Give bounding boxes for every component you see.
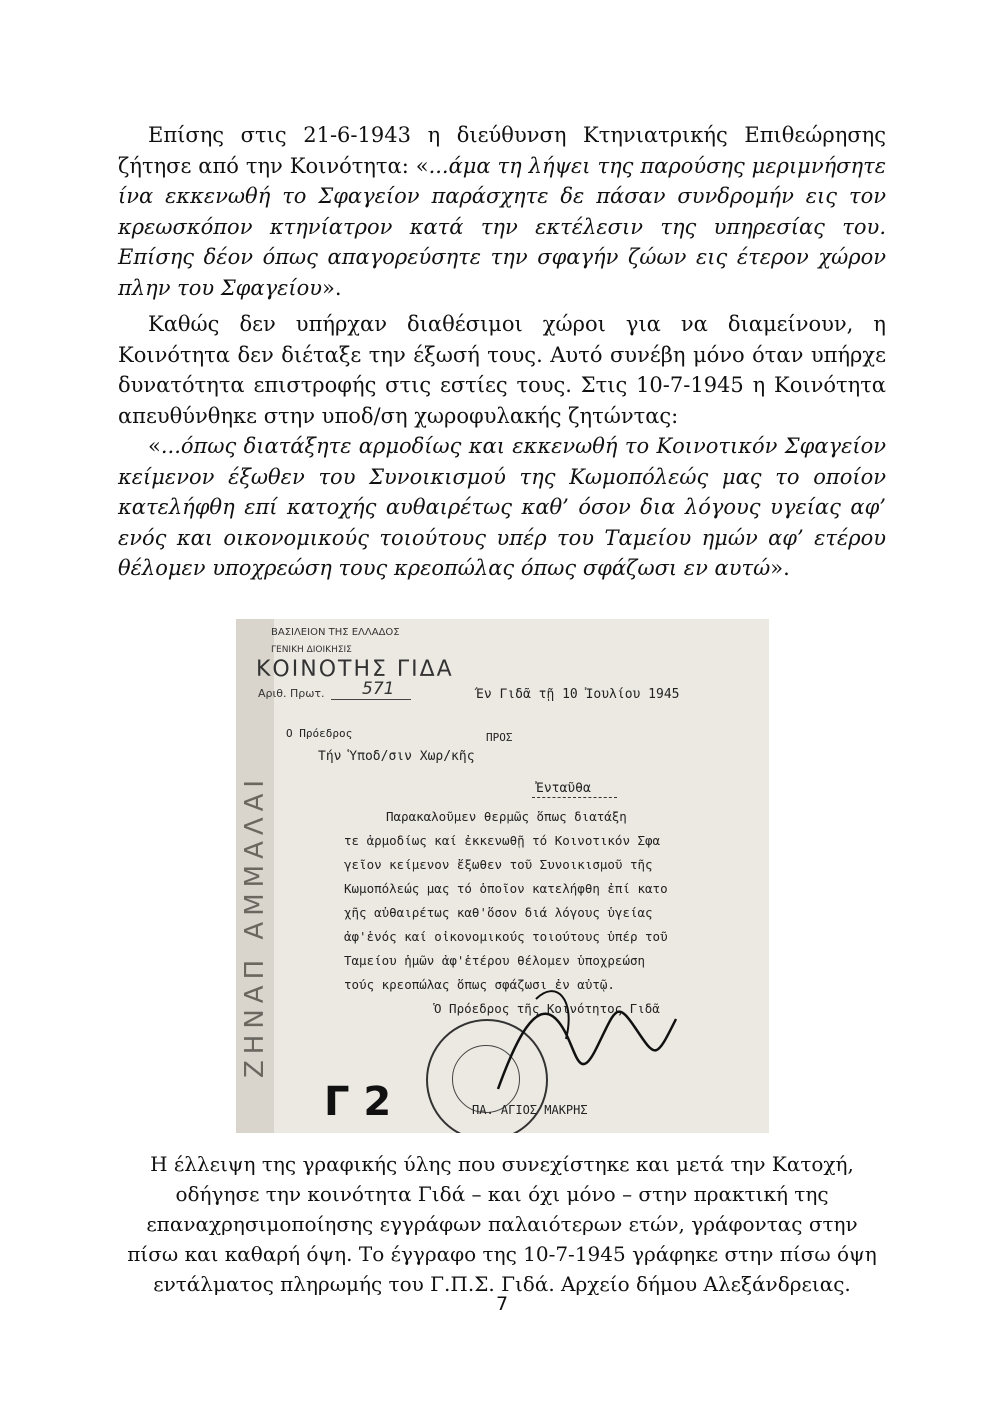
scan-body-line: τε ἁρμοδίως καί ἐκκενωθῇ τό Κοινοτικόν Σφα [344,833,661,848]
paragraph-1-quote: ...άμα τη λήψει της παρούσης μεριμνήσητε ίνα εκκενωθή το Σφαγείον παράσχητε δε πάσαν συνδρομήν εις τον κρεωσκόπον κτηνίατρον κατά την εκτέλεσιν της υπηρεσίας του. Επίσης δέον όπως απαγορεύσητε την σφαγήν ζώων εις έτερον χώρον πλην του Σφαγείου [118,153,886,300]
paragraph-3-close: ». [770,556,790,580]
scan-protocol-number: 571 [362,679,395,699]
scan-location: Ἐνταῦθα [536,781,591,796]
paragraph-3-quote: ...όπως διατάξητε αρμοδίως και εκκενωθή το Κοινοτικόν Σφαγείον κείμενον έξωθεν του Συνοικισμού της Κωμοπόλεώς μας το οποίον κατελήφθη επί κατοχής αυθαιρέτως καθ’ όσον δια λόγους υγείας αφ’ ενός και οικονομικούς τοιούτους υπέρ του Ταμείου ημών αφ’ ετέρου θέλομεν υποχρεώση τους κρεοπώλας όπως σφάζωσι εν αυτώ [118,434,886,580]
paragraph-1-close: ». [322,275,342,300]
scan-body-line: ἀφ'ἑνός καί οἰκονομικούς τοιούτους ὑπέρ τοῦ [344,929,668,944]
scan-header-kingdom: ΒΑΣΙΛΕΙΟΝ ΤΗΣ ΕΛΛΑΔΟΣ [271,627,400,638]
paragraph-2-text: Καθώς δεν υπήρχαν διαθέσιμοι χώροι για να διαμείνουν, η Κοινότητα δεν διέταξε την έξωσή τους. Αυτό συνέβη μόνο όταν υπήρχε δυνατότητα επιστροφής στις εστίες τους. Στις 10-7-1945 η Κοινότητα απευθύνθηκε στην υποδ/ση χωροφυλακής ζητώντας: [118,312,886,428]
scan-body-line: χῆς αὐθαιρέτως καθ'ὅσον διά λόγους ὑγείας [344,905,653,920]
scan-addressee: Τήν Ὑποδ/σιν Χωρ/κῆς [318,749,475,764]
scanned-document-image [236,619,769,1133]
page-number: 7 [495,1293,509,1315]
scan-handwritten-signature [236,619,769,1133]
scan-body-line: Παρακαλοῦμεν θερμῶς ὅπως διατάξη [386,809,627,824]
paragraph-2 [118,309,886,431]
scan-header-community: ΚΟΙΝΟΤΗΣ ΓΙΔΑ [256,657,454,682]
scan-protocol-label: Αριθ. Πρωτ. [258,687,325,700]
scan-body-line: τούς κρεοπώλας ὅπως σφάζωσι ἐν αὐτῷ. [344,977,615,992]
paragraph-3-open: « [148,434,161,458]
scan-body-line: Κωμοπόλεώς μας τό ὁποῖον κατελήφθη ἐπί κατο [344,881,668,896]
scan-vertical-text: ΖΗΝΑΠ ΑΜΜΑΛΑΙ [240,773,270,1079]
scan-addressee-left: Ο Πρόεδρος [286,727,353,740]
scan-signature-name: ΠΑ. ΑΓΙΟΣ ΜΑΚΡΗΣ [472,1103,588,1117]
scan-addressee-right: ΠΡΟΣ [486,731,513,744]
scan-body-line: Ταμείου ἡμῶν ἀφ'ἑτέρου θέλομεν ὑποχρεώση [344,953,646,968]
paragraph-1-text: Επίσης στις 21-6-1943 η διεύθυνση Κτηνιατρικής Επιθεώρησης ζήτησε από την Κοινότητα: « [118,123,886,178]
scan-header-administration: ΓΕΝΙΚΗ ΔΙΟΙΚΗΣΙΣ [271,645,352,655]
figure-caption: Η έλλειψη της γραφικής ύλης που συνεχίστηκε και μετά την Κατοχή, οδήγησε την κοινότητα Γιδά – και όχι μόνο – στην πρακτική της επαναχρησιμοποίησης εγγράφων παλαιότερων ετών, γράφοντας στην πίσω και καθαρή όψη. Το έγγραφο της 10-7-1945 γράφηκε στην πίσω όψη εντάλματος πληρωμής του Γ.Π.Σ. Γιδά. Αρχείο δήμου Αλεξάνδρειας. [127,1152,877,1296]
scan-date-line: Έν Γιδᾶ τῇ 10 Ἰουλίου 1945 [476,687,680,702]
paragraph-1 [118,120,886,303]
scan-body-line: γεῖον κείμενον ἔξωθεν τοῦ Συνοικισμοῦ τῆς [344,857,653,872]
scan-handwritten-mark: Γ 2 [324,1079,392,1125]
scan-signature-title: Ὁ Πρόεδρος τῆς Κοινότητος Γιδᾶ [434,1001,660,1016]
paragraph-3 [118,431,886,584]
